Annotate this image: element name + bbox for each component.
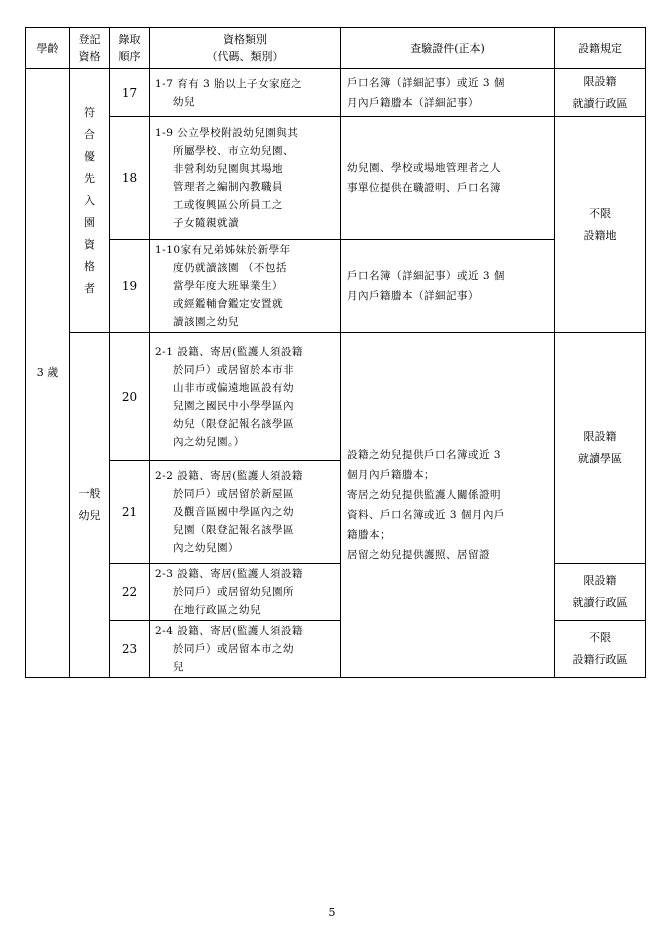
header-reg-status: 登記 資格 [70, 28, 110, 69]
table-header-row [26, 28, 646, 69]
age-cell: 3 歲 [26, 69, 70, 678]
category-cell: 2-4 設籍、寄居(監護人須設籍 於同戶）或居留本市之幼 兒 [150, 621, 341, 678]
category-cell: 1-10家有兄弟姊妹於新學年 度仍就讀該園 （不包括 當學年度大班畢業生） 或經鑑輔會鑑定安置就 讀該園之幼兒 [150, 240, 341, 333]
order-cell: 17 [110, 69, 150, 117]
order-cell: 20 [110, 333, 150, 461]
table-row [26, 117, 646, 240]
category-cell: 2-1 設籍、寄居(監護人須設籍 於同戶）或居留於本市非 山非市或偏遠地區設有幼 兒園之國民中小學學區內 幼兒（限登記報名該學區 內之幼兒園。） [150, 333, 341, 461]
category-cell: 1-7 育有 3 胎以上子女家庭之 幼兒 [150, 69, 341, 117]
category-cell: 2-3 設籍、寄居(監護人須設籍 於同戶）或居留幼兒園所 在地行政區之幼兒 [150, 564, 341, 621]
residency-cell: 限設籍 就讀行政區 [555, 564, 646, 621]
order-cell: 21 [110, 461, 150, 564]
residency-cell: 不限 設籍行政區 [555, 621, 646, 678]
order-cell: 19 [110, 240, 150, 333]
documents-cell-merged: 設籍之幼兒提供戶口名簿或近 3 個月內戶籍謄本； 寄居之幼兒提供監護人關係證明 資料、戶口名簿或近 3 個月內戶 籍謄本； 居留之幼兒提供護照、居留證 [341, 333, 555, 678]
header-documents: 查驗證件(正本) [341, 28, 555, 69]
header-age: 學齡 [26, 28, 70, 69]
header-residency: 設籍規定 [555, 28, 646, 69]
header-category: 資格類別 （代碼、類別） [150, 28, 341, 69]
table-row [26, 333, 646, 461]
documents-cell: 戶口名簿（詳細記事）或近 3 個 月內戶籍謄本（詳細記事） [341, 69, 555, 117]
residency-cell: 限設籍 就讀行政區 [555, 69, 646, 117]
documents-cell: 戶口名簿（詳細記事）或近 3 個 月內戶籍謄本（詳細記事） [341, 240, 555, 333]
order-cell: 22 [110, 564, 150, 621]
category-cell: 1-9 公立學校附設幼兒園與其 所屬學校、市立幼兒園、 非營利幼兒園與其場地 管理者之編制內教職員 工或復興區公所員工之 子女隨親就讀 [150, 117, 341, 240]
category-cell: 2-2 設籍、寄居(監護人須設籍 於同戶）或居留於新屋區 及觀音區國中學區內之幼 兒園（限登記報名該學區 內之幼兒園） [150, 461, 341, 564]
residency-cell-merged: 限設籍 就讀學區 [555, 333, 646, 564]
order-cell: 23 [110, 621, 150, 678]
admission-table [25, 27, 646, 678]
page-number: 5 [328, 906, 336, 919]
documents-cell: 幼兒園、學校或場地管理者之人 事單位提供在職證明、戶口名簿 [341, 117, 555, 240]
order-cell: 18 [110, 117, 150, 240]
header-order: 錄取 順序 [110, 28, 150, 69]
general-group-cell: 一般 幼兒 [70, 333, 110, 678]
table-row [26, 69, 646, 117]
table-row [26, 240, 646, 333]
residency-cell-merged: 不限 設籍地 [555, 117, 646, 333]
priority-group-cell: 符 合 優 先 入 園 資 格 者 [70, 69, 110, 333]
